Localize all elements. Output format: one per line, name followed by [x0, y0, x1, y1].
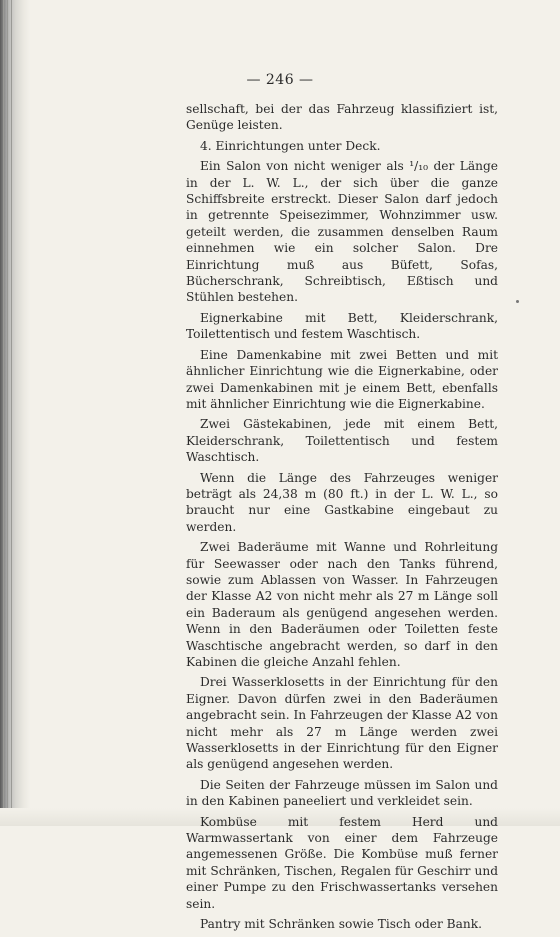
- page-body: [186, 101, 498, 937]
- paragraph: Eignerkabine mit Bett, Kleiderschrank, Toilettentisch und festem Waschtisch.: [186, 310, 498, 342]
- section-heading: 4. Einrichtungen unter Deck.: [200, 138, 381, 153]
- paper-speck: [516, 300, 519, 303]
- paragraph: sellschaft, bei der das Fahrzeug klassifiziert ist, Genüge leisten.: [186, 102, 498, 133]
- spine-line: [7, 0, 8, 826]
- spine-line: [11, 0, 12, 826]
- paragraph: Kombüse mit festem Herd und Warmwassertank von einer dem Fahrzeuge angemessenen Größe. Die Kombüse muß ferner mit Schränken, Tischen, Regalen für Geschirr und einer Pumpe zu den Frischwassertanks versehen sein.: [186, 814, 498, 911]
- paragraph: Zwei Baderäume mit Wanne und Rohrleitung für Seewasser oder nach den Tanks führend, sowie zum Ablassen von Wasser. In Fahrzeugen der Klasse A2 von nicht mehr als 27 m Länge soll ein Baderaum als genügend angesehen werden. Wenn in den Baderäumen oder Toiletten feste Waschtische angebracht werden, so darf in den Kabinen die gleiche Anzahl fehlen.: [186, 540, 498, 669]
- paragraph: Zwei Gästekabinen, jede mit einem Bett, Kleiderschrank, Toilettentisch und festem Waschtisch.: [186, 417, 498, 465]
- paragraph: Drei Wasserklosetts in der Einrichtung für den Eigner. Davon dürfen zwei in den Baderäumen angebracht sein. In Fahrzeugen der Klasse A2 von nicht mehr als 27 m Länge werden zwei Wasserklosetts in der Einrichtung für den Eigner als genügend angesehen werden.: [186, 675, 498, 772]
- book-spine-shadow: [0, 0, 30, 826]
- paragraph: Eine Damenkabine mit zwei Betten und mit ähnlicher Einrichtung wie die Eignerkabine, oder zwei Damenkabinen mit je einem Bett, ebenfalls mit ähnlicher Einrichtung wie die Eignerkabine.: [186, 347, 498, 411]
- paragraph: Ein Salon von nicht weniger als ¹/₁₀ der Länge in der L. W. L., der sich über die ganze Schiffsbreite erstreckt. Dieser Salon darf jedoch in getrennte Speisezimmer, Wohnzimmer usw. geteilt werden, die zusammen denselben Raum einnehmen wie ein solcher Salon. Dre Einrichtung muß aus Büfett, Sofas, Bücherschrank, Schreibtisch, Eßtisch und Stühlen bestehen.: [186, 159, 498, 305]
- paragraph: Wenn die Länge des Fahrzeuges weniger beträgt als 24,38 m (80 ft.) in der L. W. L., so braucht nur eine Gastkabine eingebaut zu werden.: [186, 470, 498, 534]
- paragraph: Pantry mit Schränken sowie Tisch oder Bank.: [200, 917, 482, 932]
- spine-line: [3, 0, 4, 826]
- paragraph: Die Seiten der Fahrzeuge müssen im Salon und in den Kabinen paneeliert und verkleidet sein.: [186, 777, 498, 809]
- page-number: — 246 —: [246, 72, 314, 88]
